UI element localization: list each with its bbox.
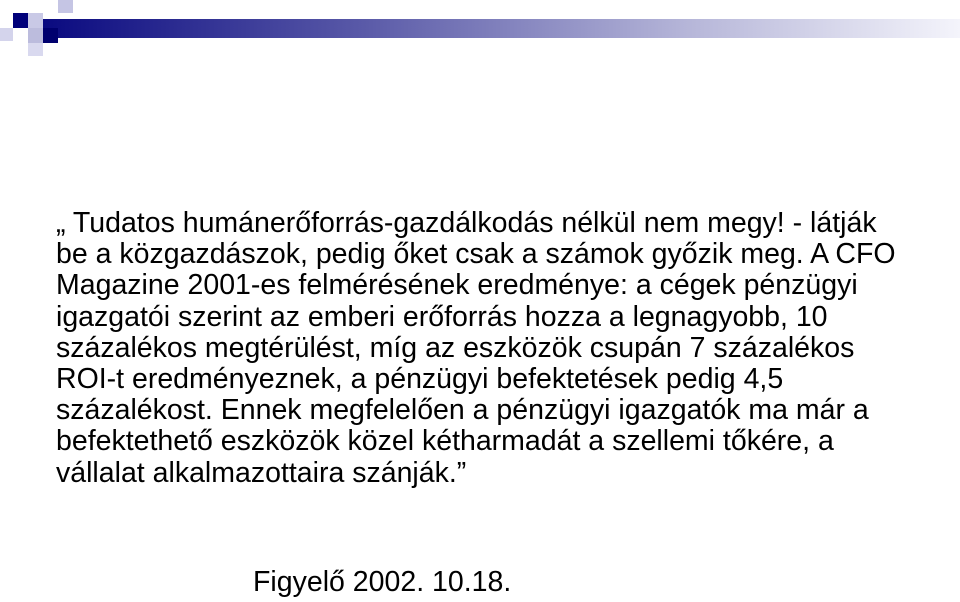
deco-square-light bbox=[28, 43, 43, 56]
deco-square-dark bbox=[13, 13, 28, 28]
header-gradient-bar bbox=[43, 19, 960, 38]
deco-square-light bbox=[28, 28, 43, 43]
deco-square-light bbox=[0, 28, 13, 41]
citation-source: Figyelő 2002. 10.18. bbox=[253, 566, 512, 598]
deco-square-light bbox=[28, 13, 43, 28]
quote-text: „ Tudatos humánerőforrás-gazdálkodás nélkül nem megy! - látják be a közgazdászok, pedig őket csak a számok győzik meg. A CFO Magazine 2001-es felmérésének eredménye: a cégek pénzügyi igazgatói szerint az emberi erőforrás hozza a legnagyobb, 10 százalékos megtérülést, míg az eszközök csupán 7 százalékos ROI-t eredményeznek, a pénzügyi befektetések pedig 4,5 százalékost. Ennek megfelelően a pénzügyi igazgatók ma már a befektethető eszközök közel kétharmadát a szellemi tőkére, a vállalat alkalmazottaira szánják.” bbox=[56, 207, 896, 489]
deco-square-dark bbox=[43, 28, 58, 43]
header-decoration bbox=[0, 0, 960, 60]
deco-square-light bbox=[58, 0, 73, 13]
